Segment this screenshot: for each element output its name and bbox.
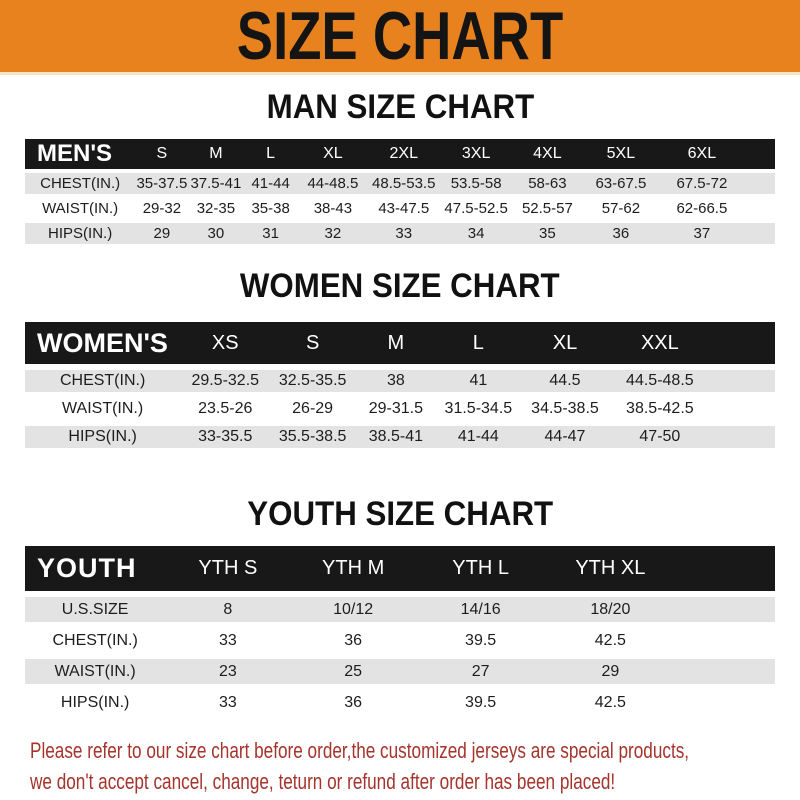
size-column-header: XL [298, 139, 368, 169]
youth-section [0, 496, 800, 721]
size-value-cell: 58-63 [513, 173, 583, 194]
size-header-row [25, 139, 775, 169]
measurement-row [25, 223, 775, 244]
womens-section-heading [0, 268, 800, 304]
size-value-cell: 48.5-53.5 [368, 173, 440, 194]
size-value-cell: 35-38 [243, 198, 298, 219]
size-value-cell: 62-66.5 [660, 198, 745, 219]
size-value-cell: 33 [165, 628, 290, 653]
size-value-cell: 31.5-34.5 [437, 398, 520, 420]
size-value-cell: 29 [545, 659, 675, 684]
mens-section-heading [0, 89, 800, 125]
row-filler [675, 628, 775, 653]
size-value-cell: 31 [243, 223, 298, 244]
size-column-header: 5XL [582, 139, 659, 169]
row-label: CHEST(IN.) [25, 628, 165, 653]
youth-size-table [25, 540, 775, 721]
row-filler [710, 370, 775, 392]
row-label: CHEST(IN.) [25, 370, 180, 392]
banner-title: SIZE CHART [236, 0, 564, 74]
size-value-cell: 47.5-52.5 [440, 198, 513, 219]
size-value-cell: 32 [298, 223, 368, 244]
size-column-header: YTH L [416, 546, 546, 591]
size-value-cell: 8 [165, 597, 290, 622]
size-value-cell: 10/12 [291, 597, 416, 622]
womens-size-table [25, 316, 775, 454]
size-value-cell: 47-50 [610, 426, 710, 448]
notice-line-2-text: we don't accept cancel, change, teturn or refund after order has been placed! [30, 769, 616, 794]
size-value-cell: 41 [437, 370, 520, 392]
size-column-header: M [189, 139, 244, 169]
size-value-cell: 18/20 [545, 597, 675, 622]
size-column-header: L [437, 322, 520, 364]
row-label: U.S.SIZE [25, 597, 165, 622]
size-column-header: 3XL [440, 139, 513, 169]
notice-line [30, 735, 790, 766]
section-heading-text: MAN SIZE CHART [266, 88, 534, 126]
measurement-row [25, 659, 775, 684]
size-value-cell: 33 [368, 223, 440, 244]
size-value-cell: 41-44 [437, 426, 520, 448]
mens-size-table [25, 135, 775, 248]
size-value-cell: 32-35 [189, 198, 244, 219]
size-value-cell: 25 [291, 659, 416, 684]
size-value-cell: 36 [291, 690, 416, 715]
size-value-cell: 29 [135, 223, 188, 244]
size-column-header: M [355, 322, 437, 364]
notice-line [30, 766, 790, 797]
size-value-cell: 27 [416, 659, 546, 684]
size-value-cell: 35-37.5 [136, 175, 188, 192]
size-value-cell: 29.5-32.5 [180, 370, 270, 392]
notice-line-1-text: Please refer to our size chart before order,the customized jerseys are special products, [30, 738, 690, 763]
youth-table-label: YOUTH [25, 546, 165, 591]
size-value-cell: 42.5 [545, 690, 675, 715]
size-value-cell: 39.5 [416, 628, 546, 653]
mens-section [0, 89, 800, 248]
size-column-header: YTH XL [545, 546, 675, 591]
size-value-cell: 33-35.5 [180, 426, 270, 448]
size-value-cell: 33 [165, 690, 290, 715]
size-column-header: L [243, 139, 298, 169]
size-value-cell: 63-67.5 [582, 173, 659, 194]
size-value-cell: 26-29 [270, 398, 355, 420]
size-value-cell: 43-47.5 [368, 198, 440, 219]
header-filler [710, 322, 775, 364]
row-filler [710, 398, 775, 420]
size-column-header: S [270, 322, 355, 364]
size-header-row [25, 322, 775, 364]
size-value-cell: 35.5-38.5 [270, 426, 355, 448]
measurement-row [25, 597, 775, 622]
size-value-cell: 35 [513, 223, 583, 244]
measurement-row [25, 398, 775, 420]
measurement-row [25, 690, 775, 715]
size-value-cell: 44-48.5 [298, 173, 368, 194]
row-filler [744, 223, 775, 244]
measurement-row [25, 426, 775, 448]
row-label: CHEST(IN.) [25, 173, 135, 194]
size-value-cell: 37.5-41 [190, 175, 242, 192]
size-column-header: 2XL [368, 139, 440, 169]
row-filler [675, 659, 775, 684]
row-label: HIPS(IN.) [25, 690, 165, 715]
size-column-header: S [135, 139, 188, 169]
size-value-cell: 29-31.5 [355, 398, 437, 420]
size-column-header: XL [520, 322, 610, 364]
size-value-cell: 34 [440, 223, 513, 244]
size-chart-banner [0, 0, 800, 75]
size-column-header: 4XL [513, 139, 583, 169]
size-column-header: XXL [610, 322, 710, 364]
womens-section [0, 268, 800, 454]
size-value-cell: 44-47 [520, 426, 610, 448]
size-value-cell: 34.5-38.5 [520, 398, 610, 420]
size-value-cell: 41-44 [243, 173, 298, 194]
row-filler [710, 426, 775, 448]
measurement-row [25, 198, 775, 219]
size-value-cell: 53.5-58 [440, 173, 513, 194]
row-label: HIPS(IN.) [25, 426, 180, 448]
measurement-row [25, 173, 775, 194]
size-value-cell: 29-32 [135, 198, 188, 219]
size-value-cell: 36 [582, 223, 659, 244]
size-value-cell: 14/16 [416, 597, 546, 622]
youth-section-heading [0, 496, 800, 532]
row-label: HIPS(IN.) [25, 223, 135, 244]
size-value-cell: 52.5-57 [513, 198, 583, 219]
measurement-row [25, 628, 775, 653]
size-value-cell: 23 [165, 659, 290, 684]
size-value-cell: 38-43 [298, 198, 368, 219]
size-column-header: YTH M [291, 546, 416, 591]
size-value-cell: 36 [291, 628, 416, 653]
row-label: WAIST(IN.) [25, 398, 180, 420]
size-header-row [25, 546, 775, 591]
sections-container [0, 89, 800, 721]
size-column-header: 6XL [660, 139, 745, 169]
row-filler [744, 198, 775, 219]
size-column-header: XS [180, 322, 270, 364]
size-column-header: YTH S [165, 546, 290, 591]
row-label: WAIST(IN.) [25, 659, 165, 684]
size-value-cell: 38.5-42.5 [610, 398, 710, 420]
header-filler [675, 546, 775, 591]
size-value-cell: 38.5-41 [355, 426, 437, 448]
size-value-cell: 57-62 [582, 198, 659, 219]
size-value-cell: 37 [660, 223, 745, 244]
size-value-cell: 42.5 [545, 628, 675, 653]
womens-table-label: WOMEN'S [25, 322, 180, 364]
mens-table-label: MEN'S [25, 139, 135, 169]
row-label: WAIST(IN.) [25, 198, 135, 219]
size-value-cell: 44.5-48.5 [610, 370, 710, 392]
size-value-cell: 38 [355, 370, 437, 392]
section-heading-text: YOUTH SIZE CHART [247, 495, 553, 533]
size-value-cell: 30 [189, 223, 244, 244]
order-notice [0, 721, 800, 797]
row-filler [675, 597, 775, 622]
size-value-cell: 32.5-35.5 [270, 370, 355, 392]
section-heading-text: WOMEN SIZE CHART [240, 267, 560, 305]
row-filler [744, 173, 775, 194]
size-value-cell: 67.5-72 [660, 173, 745, 194]
size-value-cell: 39.5 [416, 690, 546, 715]
measurement-row [25, 370, 775, 392]
size-value-cell: 23.5-26 [180, 398, 270, 420]
row-filler [675, 690, 775, 715]
header-filler [744, 139, 775, 169]
size-value-cell: 44.5 [520, 370, 610, 392]
